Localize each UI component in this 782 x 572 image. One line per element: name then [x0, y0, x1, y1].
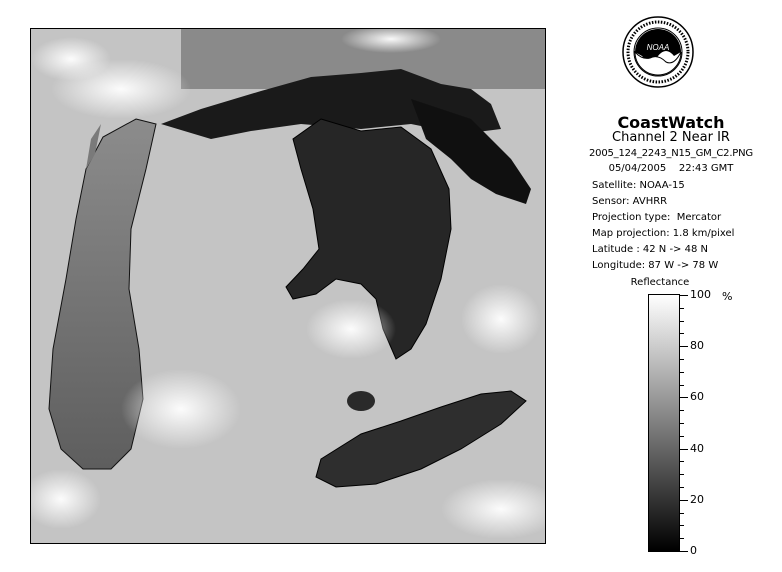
noaa-logo [622, 16, 694, 88]
colorbar-tick-label: 100 [690, 288, 711, 301]
colorbar-tick [679, 333, 684, 334]
colorbar-tick [679, 513, 684, 514]
satellite-info: Satellite: NOAA-15 [592, 180, 685, 191]
cloud-thumb [306, 299, 396, 359]
file-name: 2005_124_2243_N15_GM_C2.PNG [589, 148, 753, 159]
colorbar-tick [679, 461, 684, 462]
colorbar-tick-label: 0 [690, 544, 697, 557]
colorbar-tick [679, 295, 688, 296]
sensor-info: Sensor: AVHRR [592, 196, 668, 207]
colorbar-tick-label: 80 [690, 339, 704, 352]
colorbar-tick [679, 321, 684, 322]
colorbar-tick [679, 346, 688, 347]
colorbar-tick [679, 449, 688, 450]
cloud-lower-michigan [121, 369, 241, 449]
colorbar-tick [679, 410, 684, 411]
svg-text:NOAA: NOAA [646, 43, 670, 52]
longitude-range: Longitude: 87 W -> 78 W [592, 260, 719, 271]
map-canvas [31, 29, 545, 543]
colorbar-title: Reflectance [630, 277, 690, 288]
date-time: 05/04/2005 22:43 GMT [608, 163, 734, 174]
map-projection: Map projection: 1.8 km/pixel [592, 228, 735, 239]
channel-label: Channel 2 Near IR [612, 130, 730, 145]
cloud-ontario [461, 284, 541, 354]
colorbar-tick [679, 487, 684, 488]
latitude-range: Latitude : 42 N -> 48 N [592, 244, 708, 255]
colorbar-tick [679, 538, 684, 539]
cloud-northwest-2 [31, 37, 111, 81]
noaa-seal-icon [622, 16, 694, 88]
colorbar-tick-label: 60 [690, 390, 704, 403]
colorbar-tick [679, 372, 684, 373]
colorbar-tick [679, 500, 688, 501]
app-title: CoastWatch [617, 113, 725, 132]
reflectance-colorbar [648, 294, 680, 552]
colorbar-tick [679, 474, 684, 475]
colorbar-tick [679, 308, 684, 309]
colorbar-tick [679, 397, 688, 398]
colorbar-tick-label: 20 [690, 493, 704, 506]
colorbar-tick [679, 525, 684, 526]
satellite-map[interactable] [30, 28, 546, 544]
colorbar-unit: % [722, 290, 733, 303]
colorbar-tick [679, 423, 684, 424]
colorbar-tick [679, 385, 684, 386]
colorbar-tick [679, 359, 684, 360]
projection-type: Projection type: Mercator [592, 212, 722, 223]
colorbar-tick [679, 436, 684, 437]
colorbar-tick-label: 40 [690, 442, 704, 455]
colorbar-tick [679, 551, 688, 552]
lake-st-clair [347, 391, 375, 411]
